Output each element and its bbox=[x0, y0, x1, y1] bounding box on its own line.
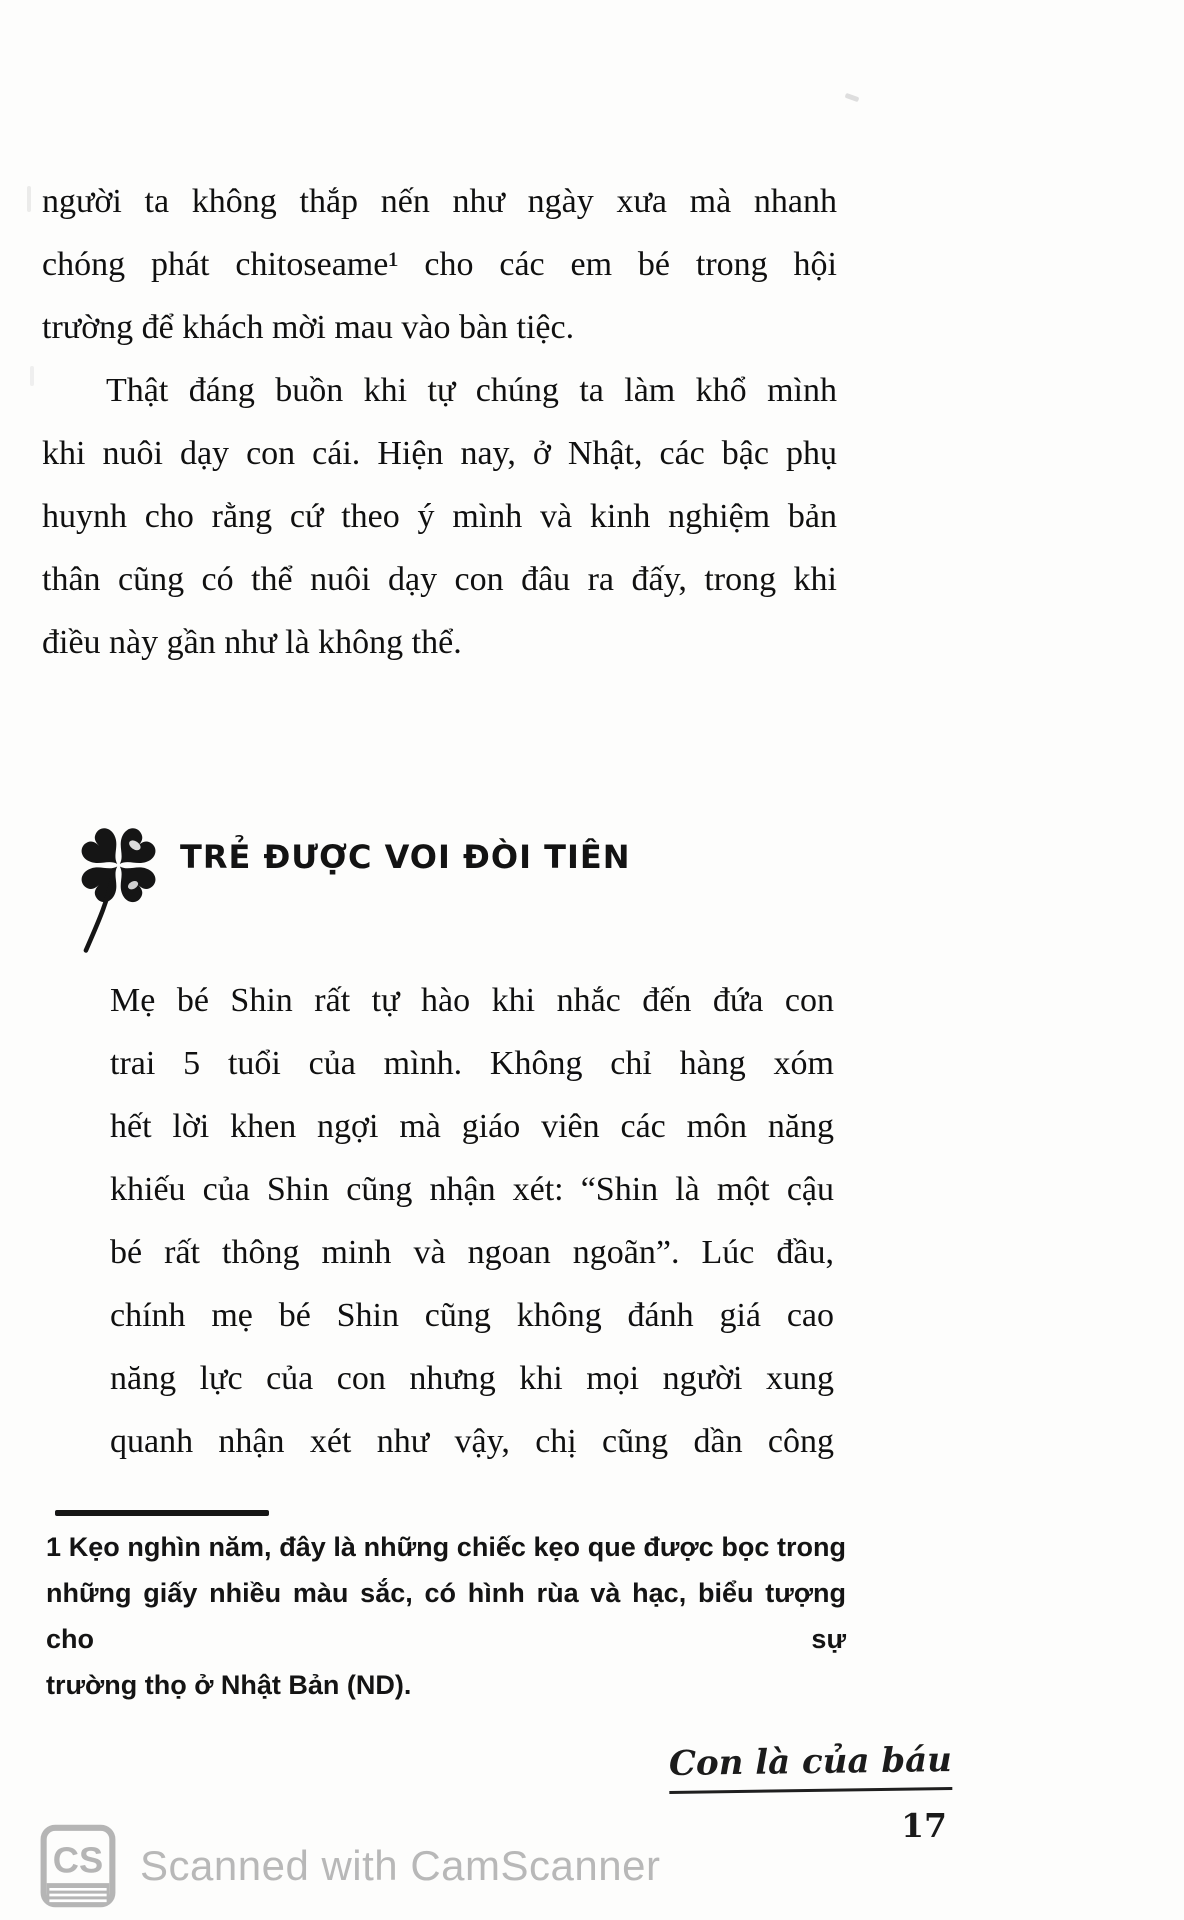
text-line: năng lực của con nhưng khi mọi người xung bbox=[110, 1360, 834, 1397]
footnote bbox=[46, 1524, 846, 1708]
scan-artifact bbox=[27, 186, 31, 212]
paragraph-continuation bbox=[42, 170, 837, 359]
text-line: hết lời khen ngợi mà giáo viên các môn năng bbox=[110, 1108, 834, 1145]
clover-icon bbox=[46, 808, 182, 966]
scan-artifact bbox=[845, 93, 860, 102]
text-line: khiếu của Shin cũng nhận xét: “Shin là một cậu bbox=[110, 1171, 834, 1208]
text-line: huynh cho rằng cứ theo ý mình và kinh nghiệm bản bbox=[42, 498, 837, 535]
camscanner-watermark bbox=[38, 1824, 660, 1908]
text-line: Mẹ bé Shin rất tự hào khi nhắc đến đứa con bbox=[110, 982, 834, 1019]
page-number: 17 bbox=[901, 1806, 947, 1845]
text-line: khi nuôi dạy con cái. Hiện nay, ở Nhật, các bậc phụ bbox=[42, 435, 837, 472]
text-line: người ta không thắp nến như ngày xưa mà nhanh bbox=[42, 183, 837, 220]
camscanner-logo-text: CS bbox=[52, 1839, 104, 1881]
paragraph-2 bbox=[42, 359, 837, 674]
text-line: trường thọ ở Nhật Bản (ND). bbox=[46, 1670, 412, 1700]
footnote-divider bbox=[55, 1510, 269, 1516]
text-line: trường để khách mời mau vào bàn tiệc. bbox=[42, 309, 575, 346]
scan-artifact bbox=[30, 366, 34, 386]
text-line: thân cũng có thể nuôi dạy con đâu ra đấy, trong khi bbox=[42, 561, 837, 598]
section-heading-text: TRẺ ĐƯỢC VOI ĐÒI TIÊN bbox=[180, 838, 631, 876]
text-line: 1 Kẹo nghìn năm, đây là những chiếc kẹo que được bọc trong bbox=[46, 1532, 846, 1562]
running-title: Con là của báu bbox=[669, 1740, 953, 1794]
section-heading bbox=[180, 838, 630, 876]
paragraph-3 bbox=[110, 969, 834, 1473]
text-line: bé rất thông minh và ngoan ngoãn”. Lúc đầu, bbox=[110, 1234, 834, 1271]
text-line: điều này gần như là không thể. bbox=[42, 624, 462, 661]
text-line: quanh nhận xét như vậy, chị cũng dần công bbox=[110, 1423, 834, 1460]
watermark-label: Scanned with CamScanner bbox=[140, 1842, 661, 1889]
camscanner-logo-icon bbox=[38, 1824, 118, 1908]
text-line: chính mẹ bé Shin cũng không đánh giá cao bbox=[110, 1297, 834, 1334]
text-line: Thật đáng buồn khi tự chúng ta làm khổ mình bbox=[106, 372, 837, 409]
text-line: những giấy nhiều màu sắc, có hình rùa và hạc, biểu tượng cho sự bbox=[46, 1578, 846, 1654]
text-line: trai 5 tuổi của mình. Không chỉ hàng xóm bbox=[110, 1045, 834, 1082]
text-line: chóng phát chitoseame¹ cho các em bé trong hội bbox=[42, 246, 837, 283]
